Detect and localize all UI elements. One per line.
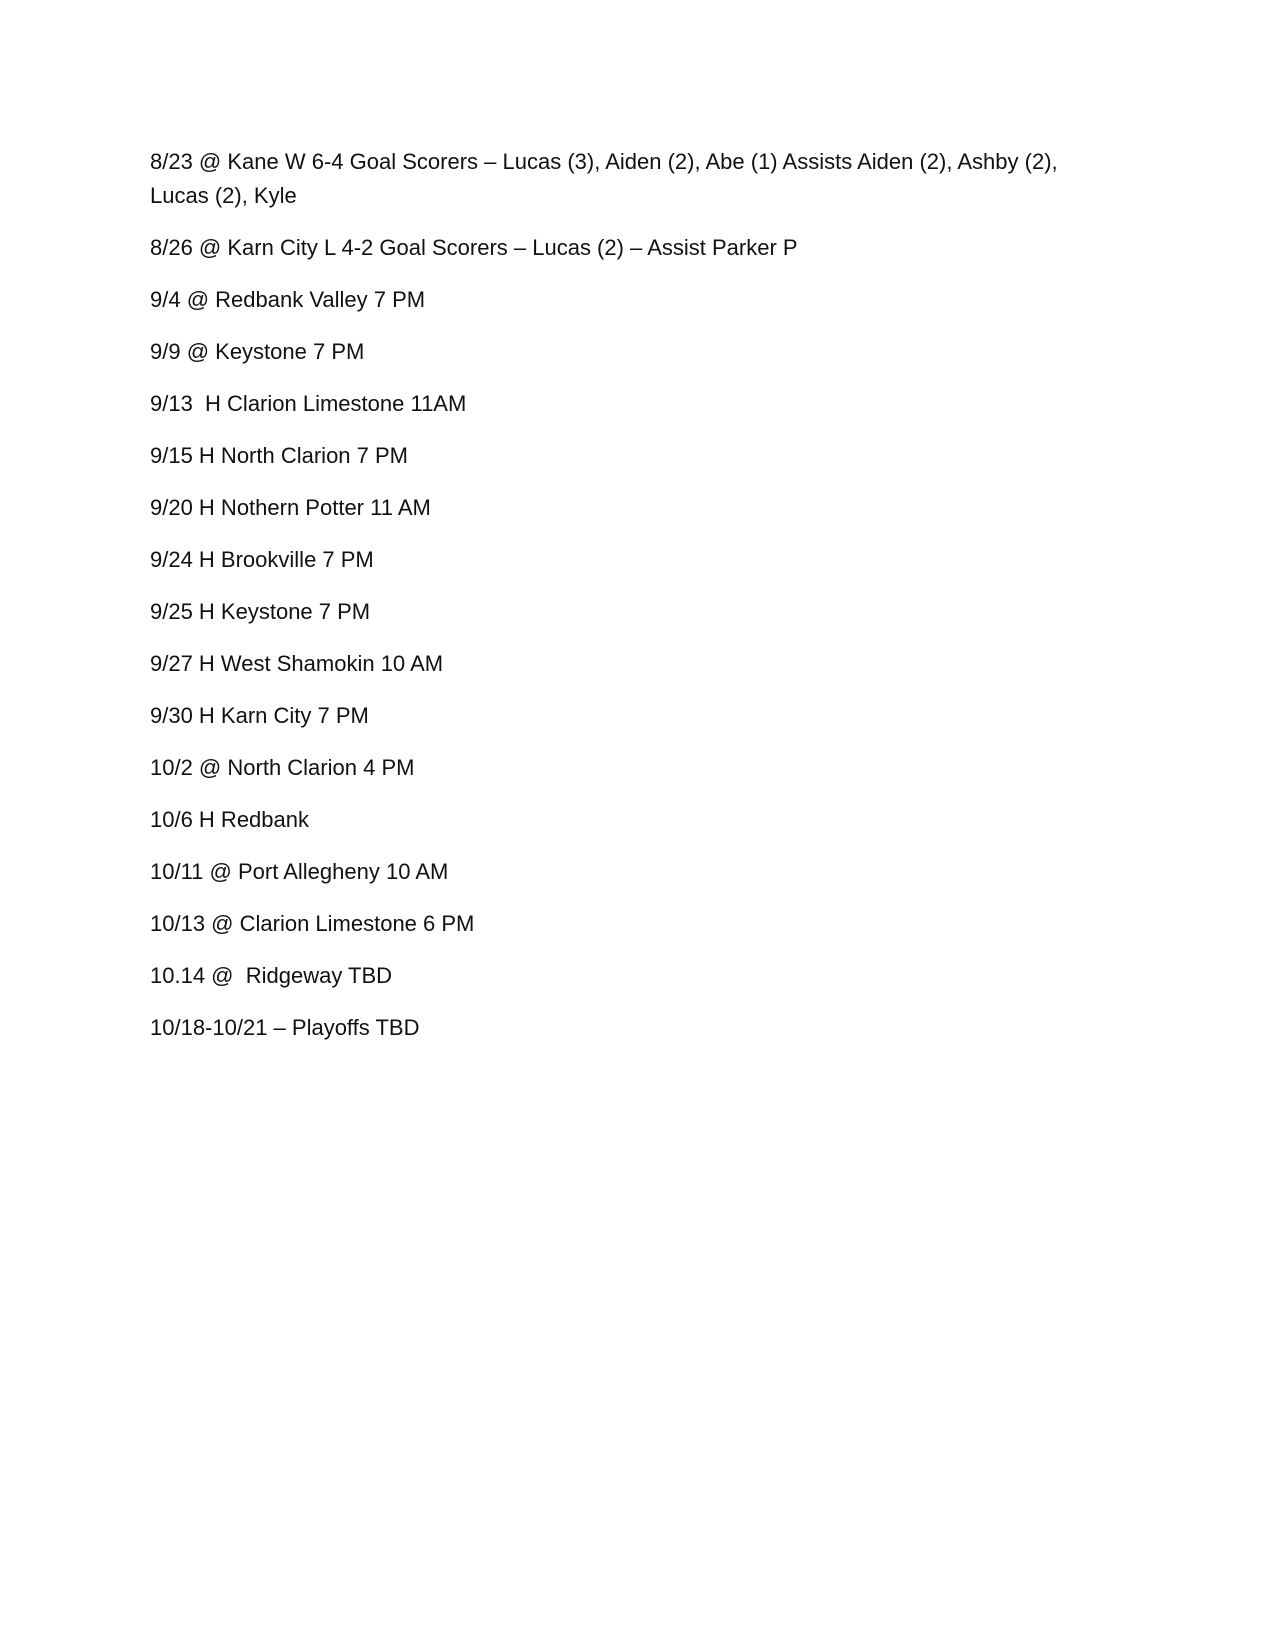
schedule-entry: 10/18-10/21 – Playoffs TBD	[150, 1015, 420, 1040]
schedule-entry: 8/26 @ Karn City L 4-2 Goal Scorers – Lucas (2) – Assist Parker P	[150, 235, 798, 260]
schedule-entry: 9/24 H Brookville 7 PM	[150, 547, 374, 572]
schedule-entry: 9/25 H Keystone 7 PM	[150, 599, 371, 624]
schedule-entry: 9/9 @ Keystone 7 PM	[150, 339, 365, 364]
schedule-entry: 10/11 @ Port Allegheny 10 AM	[150, 859, 449, 884]
schedule-entry: 9/4 @ Redbank Valley 7 PM	[150, 287, 426, 312]
schedule-entry: 9/20 H Nothern Potter 11 AM	[150, 495, 431, 520]
schedule-entry: 9/13 H Clarion Limestone 11AM	[150, 391, 467, 416]
schedule-list	[150, 145, 1120, 1063]
schedule-entry: 10/6 H Redbank	[150, 807, 309, 832]
schedule-entry: 10/2 @ North Clarion 4 PM	[150, 755, 415, 780]
schedule-entry: 10/13 @ Clarion Limestone 6 PM	[150, 911, 475, 936]
schedule-entry: 8/23 @ Kane W 6-4 Goal Scorers – Lucas (3), Aiden (2), Abe (1) Assists Aiden (2), Ashby (2), Lucas (2), Kyle	[150, 149, 1064, 208]
schedule-entry: 9/15 H North Clarion 7 PM	[150, 443, 408, 468]
schedule-entry: 9/27 H West Shamokin 10 AM	[150, 651, 444, 676]
schedule-entry: 9/30 H Karn City 7 PM	[150, 703, 369, 728]
schedule-entry: 10.14 @ Ridgeway TBD	[150, 963, 393, 988]
